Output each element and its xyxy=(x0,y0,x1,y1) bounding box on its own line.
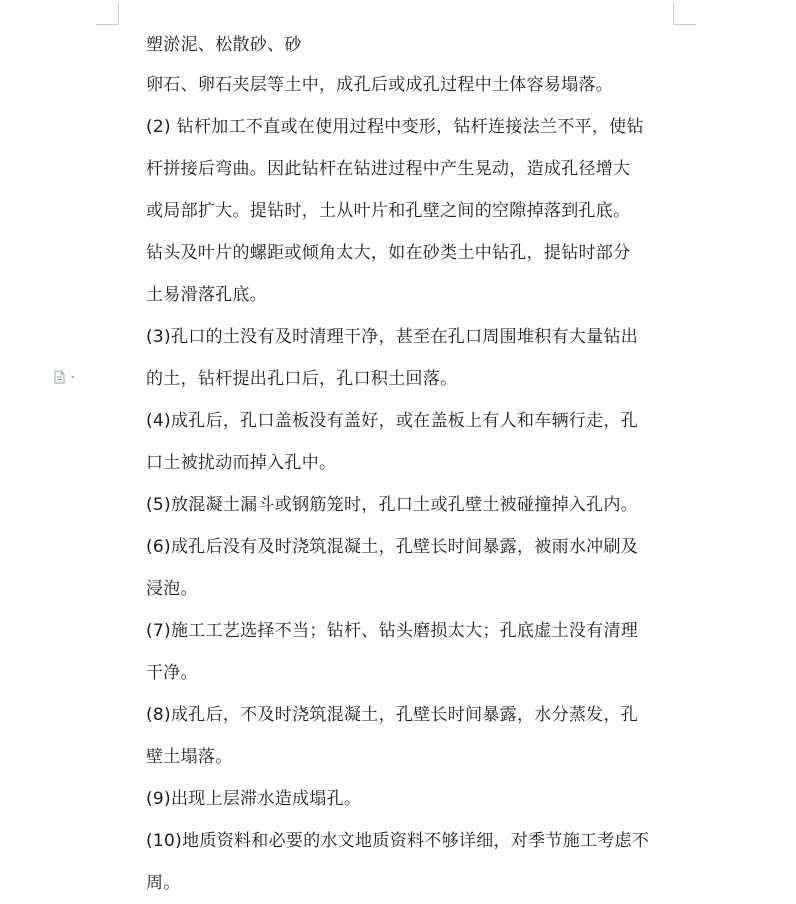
text-line: 或局部扩大。提钻时，土从叶片和孔壁之间的空隙掉落到孔底。 xyxy=(146,201,631,221)
text-line: 口土被扰动而掉入孔中。 xyxy=(146,453,337,473)
text-line: 卵石、卵石夹层等土中，成孔后或成孔过程中土体容易塌落。 xyxy=(146,75,614,95)
text-line: (8)成孔后，不及时浇筑混凝土，孔壁长时间暴露，水分蒸发，孔 xyxy=(146,705,639,725)
text-line: 的土，钻杆提出孔口后，孔口积土回落。 xyxy=(146,369,458,389)
crop-mark-top-right xyxy=(673,2,696,25)
text-line: 土易滑落孔底。 xyxy=(146,285,268,305)
text-line: 干净。 xyxy=(146,663,198,683)
text-line: 杆拼接后弯曲。因此钻杆在钻进过程中产生晃动，造成孔径增大 xyxy=(146,159,631,179)
text-line: (9)出现上层滞水造成塌孔。 xyxy=(146,789,362,809)
text-line: 浸泡。 xyxy=(146,579,198,599)
document-icon[interactable] xyxy=(53,370,77,384)
document-body xyxy=(146,27,676,893)
text-line: 壁土塌落。 xyxy=(146,747,233,767)
text-line: (10)地质资料和必要的水文地质资料不够详细，对季节施工考虑不 xyxy=(146,831,650,851)
text-line: (4)成孔后，孔口盖板没有盖好，或在盖板上有人和车辆行走，孔 xyxy=(146,411,639,431)
text-line: (5)放混凝土漏斗或钢筋笼时，孔口土或孔壁土被碰撞掉入孔内。 xyxy=(146,495,639,515)
text-line: (3)孔口的土没有及时清理干净，甚至在孔口周围堆积有大量钻出 xyxy=(146,327,639,347)
text-line: (7)施工工艺选择不当；钻杆、钻头磨损太大；孔底虚土没有清理 xyxy=(146,621,639,641)
text-line: 钻头及叶片的螺距或倾角太大，如在砂类土中钻孔，提钻时部分 xyxy=(146,243,631,263)
crop-mark-top-left xyxy=(96,2,119,25)
text-line: 周。 xyxy=(146,873,181,893)
text-line: 塑淤泥、松散砂、砂 xyxy=(146,35,302,55)
text-line: (6)成孔后没有及时浇筑混凝土，孔壁长时间暴露，被雨水冲刷及 xyxy=(146,537,639,557)
text-line: (2) 钻杆加工不直或在使用过程中变形，钻杆连接法兰不平，使钻 xyxy=(146,117,644,137)
